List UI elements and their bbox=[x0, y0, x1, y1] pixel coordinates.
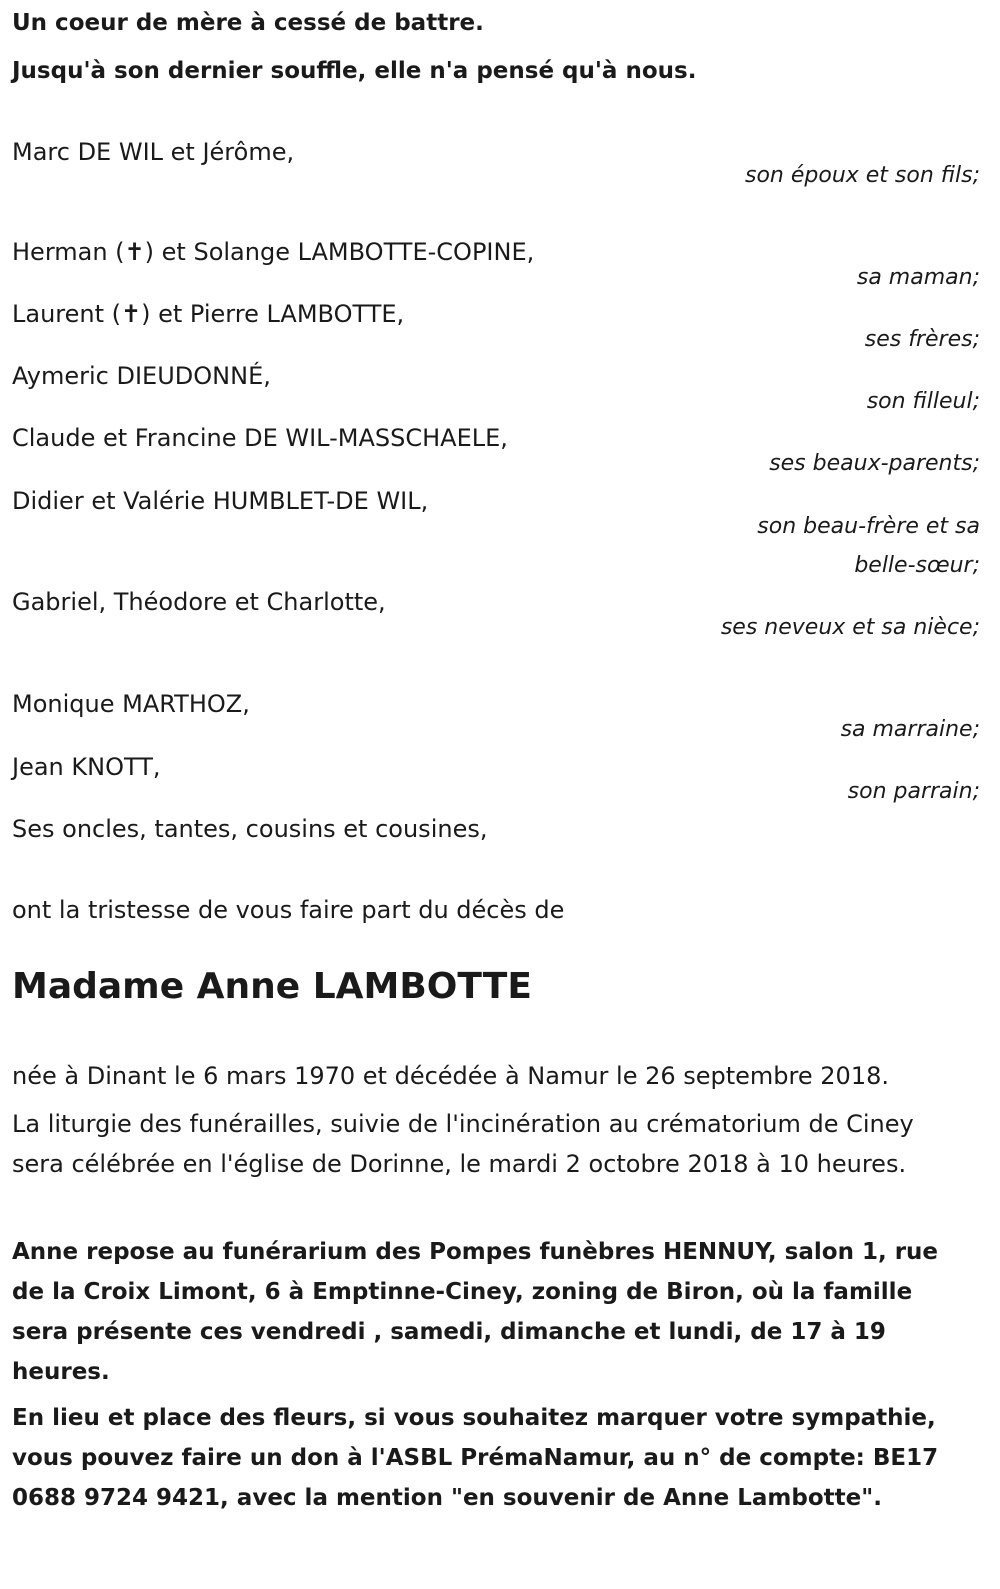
family-name: Monique MARTHOZ, bbox=[12, 690, 250, 718]
family-relation: ses neveux et sa nièce; bbox=[720, 615, 980, 640]
family-relation: son filleul; bbox=[866, 389, 980, 414]
family-relation: ses beaux-parents; bbox=[769, 451, 980, 476]
announcement-text: ont la tristesse de vous faire part du décès de bbox=[12, 896, 565, 924]
family-name: Claude et Francine DE WIL-MASSCHAELE, bbox=[12, 424, 508, 452]
family-name: Ses oncles, tantes, cousins et cousines, bbox=[12, 815, 488, 843]
family-relation: son époux et son fils; bbox=[745, 163, 980, 188]
intro-line-1: Un coeur de mère à cessé de battre. bbox=[12, 10, 484, 36]
deceased-name: Madame Anne LAMBOTTE bbox=[12, 966, 532, 1007]
funerarium-text: Anne repose au funérarium des Pompes funèbres HENNUY, salon 1, rue de la Croix Limont, 6 à Emptinne-Ciney, zoning de Biron, où la famille sera présente ces vendredi , samedi, dimanche et lundi, de 17 à 19 heures. bbox=[12, 1239, 939, 1385]
family-relation: sa maman; bbox=[856, 265, 980, 290]
family-name: Didier et Valérie HUMBLET-DE WIL, bbox=[12, 487, 429, 515]
family-name: Gabriel, Théodore et Charlotte, bbox=[12, 588, 386, 616]
birth-death-text: née à Dinant le 6 mars 1970 et décédée à Namur le 26 septembre 2018. bbox=[12, 1062, 889, 1090]
family-name: Marc DE WIL et Jérôme, bbox=[12, 138, 295, 166]
family-name: Aymeric DIEUDONNÉ, bbox=[12, 362, 271, 390]
family-relation: sa marraine; bbox=[840, 717, 980, 742]
donation-text: En lieu et place des fleurs, si vous souhaitez marquer votre sympathie, vous pouvez faire un don à l'ASBL PrémaNamur, au n° de compte: BE17 0688 9724 9421, avec la mention "en souvenir de Anne Lambotte". bbox=[12, 1405, 939, 1511]
family-name: Herman (✝) et Solange LAMBOTTE-COPINE, bbox=[12, 238, 535, 266]
family-relation: ses frères; bbox=[864, 327, 980, 352]
family-relation: son beau-frère et sa belle-sœur; bbox=[757, 514, 980, 578]
intro-line-2: Jusqu'à son dernier souffle, elle n'a pensé qu'à nous. bbox=[12, 58, 697, 84]
family-name: Jean KNOTT, bbox=[12, 753, 161, 781]
liturgy-text: La liturgie des funérailles, suivie de l'incinération au crématorium de Ciney sera célébrée en l'église de Dorinne, le mardi 2 octobre 2018 à 10 heures. bbox=[12, 1110, 914, 1178]
family-name: Laurent (✝) et Pierre LAMBOTTE, bbox=[12, 300, 405, 328]
family-relation: son parrain; bbox=[847, 779, 980, 804]
